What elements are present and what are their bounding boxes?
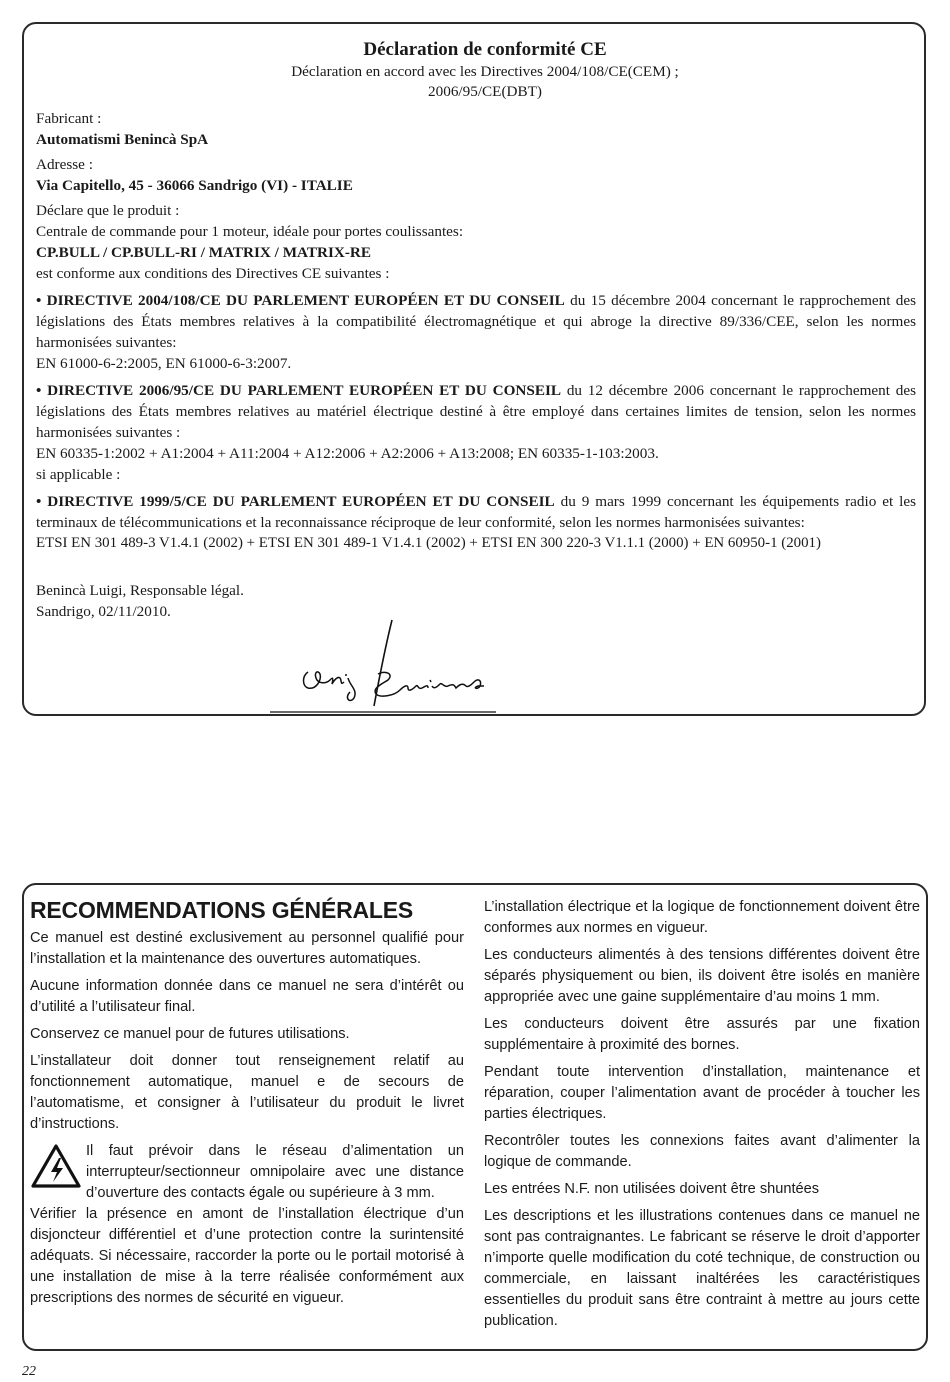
declaration-box <box>22 22 926 716</box>
place-date: Sandrigo, 02/11/2010. <box>36 603 171 620</box>
signature-image <box>268 614 508 714</box>
warning-block <box>30 1141 464 1204</box>
directive-3-norms: ETSI EN 301 489-3 V1.4.1 (2002) + ETSI EN 301 489-1 V1.4.1 (2002) + ETSI EN 300 220-3 V1.1.1 (2000) + EN 60950-1 (2001) <box>36 535 821 551</box>
recommendations-left-column <box>30 895 464 1315</box>
recommendations-box <box>22 883 928 1351</box>
rec-right-paragraph-1: L’installation électrique et la logique de fonctionnement doivent être conformes aux normes en vigueur. <box>484 899 920 936</box>
electric-hazard-icon <box>30 1143 82 1189</box>
rec-right-paragraph-6: Les entrées N.F. non utilisées doivent être shuntées <box>484 1181 820 1197</box>
rec-left-paragraph-2: Aucune information donnée dans ce manuel ne sera d’intérêt ou d’utilité a l’utilisateur final. <box>30 978 464 1015</box>
rec-left-paragraph-5: Vérifier la présence en amont de l’installation électrique d’un disjoncteur différentiel et d’une protection contre la surintensité adéquats. Si nécessaire, raccorder la porte ou le portail motorisé à une installation de mise à la terre réalisée conformément aux prescriptions des normes de sécurité en vigueur. <box>30 1206 464 1306</box>
recommendations-title: RECOMMENDATIONS GÉNÉRALES <box>30 897 414 923</box>
directive-2-heading: • DIRECTIVE 2006/95/CE DU PARLEMENT EUROPÉEN ET DU CONSEIL <box>36 382 562 399</box>
directive-1-heading: • DIRECTIVE 2004/108/CE DU PARLEMENT EUROPÉEN ET DU CONSEIL <box>36 292 565 309</box>
manufacturer-label: Fabricant : <box>36 110 102 127</box>
directive-1 <box>36 290 916 374</box>
conformity-intro: est conforme aux conditions des Directives CE suivantes : <box>36 265 390 282</box>
manufacturer-name: Automatismi Benincà SpA <box>36 131 209 148</box>
rec-left-paragraph-3: Conservez ce manuel pour de futures utilisations. <box>30 1026 350 1042</box>
rec-right-paragraph-2: Les conducteurs alimentés à des tensions différentes doivent être séparés physiquement ou bien, ils doivent être isolés en manière appropriée avec une gaine supplémentaire d’au moins 1 mm. <box>484 947 920 1005</box>
directive-3-body: du 9 mars 1999 concernant les équipements radio et les terminaux de télécommunications et la reconnaissance réciproque de leur conformité, selon les normes harmonisées suivantes: <box>36 493 916 531</box>
rec-right-paragraph-4: Pendant toute intervention d’installation, maintenance et réparation, couper l’alimentation avant de procéder à toucher les parties électriques. <box>484 1064 920 1122</box>
declaration-subtitle-1: Déclaration en accord avec les Directives 2004/108/CE(CEM) ; <box>291 63 679 80</box>
product-models: CP.BULL / CP.BULL-RI / MATRIX / MATRIX-RE <box>36 244 372 261</box>
directive-1-body: du 15 décembre 2004 concernant le rapprochement des législations des États membres relatives à la compatibilité électromagnétique et qui abroge la directive 89/336/CEE, selon les normes harmonisées suivantes: <box>36 292 916 351</box>
directive-2 <box>36 380 916 485</box>
rec-right-paragraph-5: Recontrôler toutes les connexions faites avant d’alimenter la logique de commande. <box>484 1133 920 1170</box>
rec-left-paragraph-1: Ce manuel est destiné exclusivement au personnel qualifié pour l’installation et la maintenance des ouvertures automatiques. <box>30 930 464 967</box>
warning-text: Il faut prévoir dans le réseau d’alimentation un interrupteur/sectionneur omnipolaire avec une distance d’ouverture des contacts égale ou supérieure à 3 mm. <box>86 1143 464 1201</box>
rec-right-paragraph-7: Les descriptions et les illustrations contenues dans ce manuel ne sont pas contraignantes. Le fabricant se réserve le droit d’apporter n’importe quelle modification du coté technique, de construction ou commerciale, en laissant inaltérées les caractéristiques essentielles du produit sans être contraint à mettre au jours cette publication. <box>484 1208 920 1329</box>
recommendations-right-column <box>484 897 920 1338</box>
signatory: Benincà Luigi, Responsable légal. <box>36 582 244 599</box>
directive-2-body: du 12 décembre 2006 concernant le rapprochement des législations des États membres relatives au matériel électrique destiné à être employé dans certaines limites de tension, selon les normes harmonisées suivantes : <box>36 382 916 441</box>
address-label: Adresse : <box>36 156 93 173</box>
rec-left-paragraph-4: L’installateur doit donner tout renseignement relatif au fonctionnement automatique, manuel e de secours de l’automatisme, et consigner à l’utilisateur du produit le livret d’instructions. <box>30 1053 464 1132</box>
declaration-title: Déclaration de conformité CE <box>363 39 607 60</box>
directive-1-norms: EN 61000-6-2:2005, EN 61000-6-3:2007. <box>36 355 292 372</box>
directive-2-extra: si applicable : <box>36 466 121 483</box>
directive-2-norms: EN 60335-1:2002 + A1:2004 + A11:2004 + A12:2006 + A2:2006 + A13:2008; EN 60335-1-103:2003. <box>36 445 659 462</box>
directive-3 <box>36 491 916 554</box>
product-description: Centrale de commande pour 1 moteur, idéale pour portes coulissantes: <box>36 223 464 240</box>
directive-3-heading: • DIRECTIVE 1999/5/CE DU PARLEMENT EUROPÉEN ET DU CONSEIL <box>36 493 555 510</box>
rec-right-paragraph-3: Les conducteurs doivent être assurés par une fixation supplémentaire à proximité des bornes. <box>484 1016 920 1053</box>
declaration-content <box>36 38 916 622</box>
declaration-subtitle-2: 2006/95/CE(DBT) <box>428 83 542 100</box>
page-number: 22 <box>22 1364 36 1379</box>
product-label: Déclare que le produit : <box>36 202 180 219</box>
address-value: Via Capitello, 45 - 36066 Sandrigo (VI) - ITALIE <box>36 177 353 194</box>
